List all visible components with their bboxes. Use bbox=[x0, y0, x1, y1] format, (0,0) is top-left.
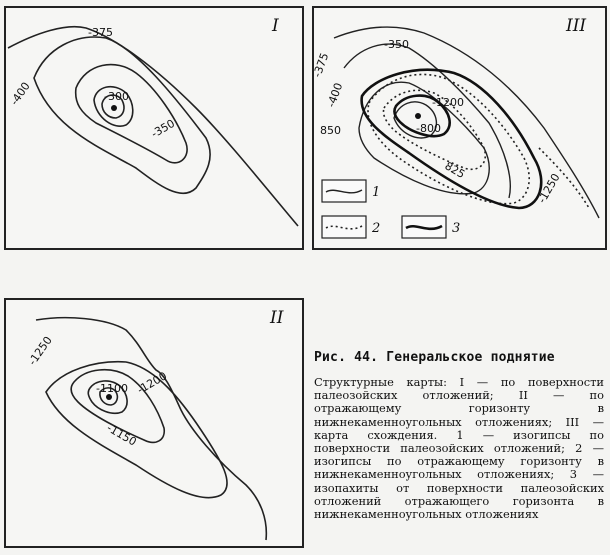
peak-point bbox=[415, 113, 421, 119]
contour-label: 825 bbox=[442, 159, 468, 182]
structural-map-2 bbox=[6, 300, 302, 546]
peak-point bbox=[111, 105, 117, 111]
legend-label-2: 2 bbox=[372, 221, 381, 236]
figure-description: Структурные карты: I — по поверхности палеозойских отложений; II — по отражающему горизонту в нижнекаменноугольных отложениях; III — карта схождения. 1 — изогипсы по поверхности палеозойских отложений; 2 — изогипсы по отражающему горизонту в нижнекаменноугольных отложениях; 3 — изопахиты от поверхности палеозойских отложений отражающего горизонта в нижнекаменноугольных отложениях bbox=[314, 375, 604, 522]
contour-label: -400 bbox=[324, 81, 346, 110]
contour-label: -1200 bbox=[432, 96, 464, 109]
map-panel-2 bbox=[4, 298, 304, 548]
contour-outer bbox=[36, 318, 266, 540]
contour-label: -375 bbox=[310, 51, 332, 80]
contour-label: -1200 bbox=[135, 369, 170, 397]
contour-label: -1250 bbox=[535, 171, 563, 206]
contour-label: -350 bbox=[149, 116, 178, 141]
structural-map-1 bbox=[6, 8, 302, 248]
panel-2-label: II bbox=[270, 308, 284, 328]
contour-label: -400 bbox=[7, 79, 33, 108]
contour-label: -1100 bbox=[96, 382, 128, 395]
figure-caption bbox=[314, 350, 604, 521]
contour-label: -1150 bbox=[104, 421, 139, 449]
contour-label: -800 bbox=[416, 122, 441, 135]
contour-label: -1250 bbox=[25, 334, 55, 368]
contour-label: -375 bbox=[88, 26, 113, 39]
contour-350 bbox=[76, 65, 187, 163]
map-panel-3 bbox=[312, 6, 607, 250]
legend-label-1: 1 bbox=[372, 185, 381, 200]
isopach bbox=[362, 70, 542, 208]
contour-label: 850 bbox=[320, 124, 341, 137]
contour-label: -350 bbox=[384, 38, 409, 51]
legend-label-3: 3 bbox=[452, 221, 461, 236]
legend bbox=[322, 180, 460, 238]
contour-label: -300 bbox=[104, 90, 129, 103]
figure-title: Рис. 44. Генеральское поднятие bbox=[314, 350, 555, 365]
convergence-map bbox=[310, 8, 605, 248]
panel-1-label: I bbox=[272, 16, 279, 36]
dotted-contour bbox=[368, 74, 529, 203]
panel-3-label: III bbox=[566, 16, 587, 36]
map-panel-1 bbox=[4, 6, 304, 250]
legend-box-2 bbox=[322, 216, 366, 238]
